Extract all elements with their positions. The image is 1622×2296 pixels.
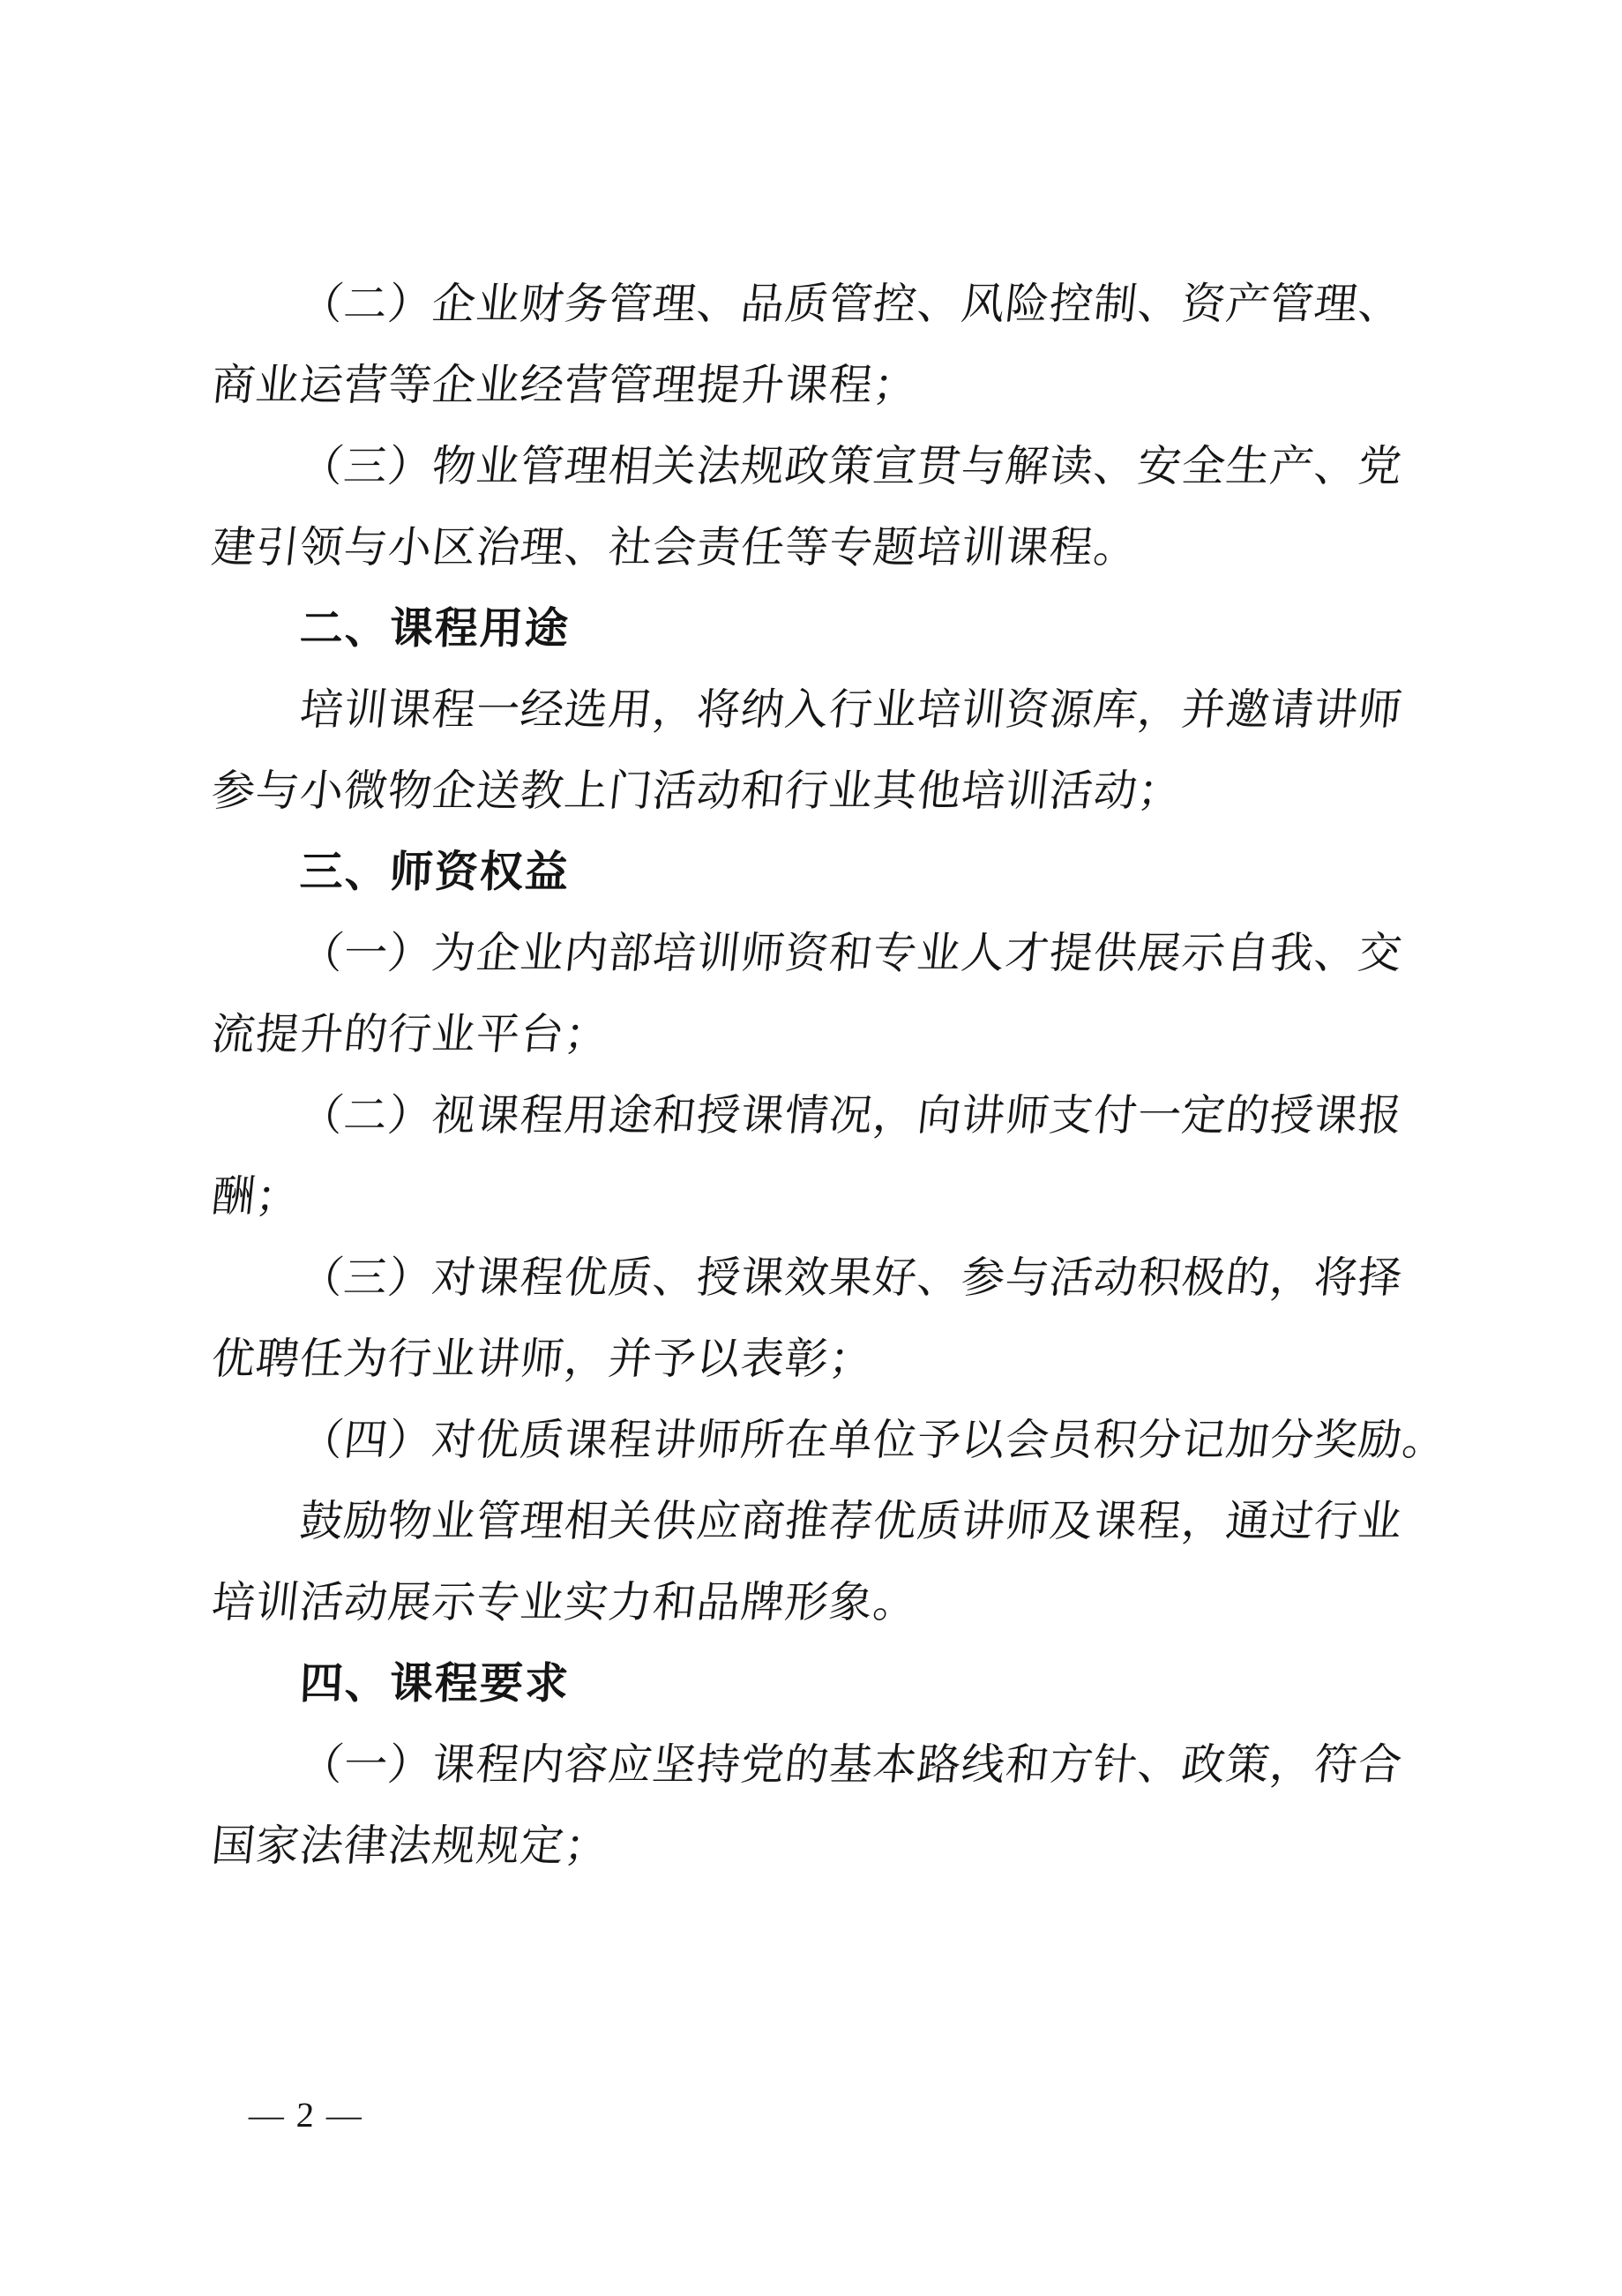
document-line: 鼓励物业管理相关供应商推荐优质讲师及课程，通过行业	[297, 1497, 1405, 1545]
document-line: （一）为企业内部培训师资和专业人才提供展示自我、交	[297, 929, 1405, 977]
document-line: 培训课程一经选用，将纳入行业培训资源库，并邀请讲师	[297, 685, 1405, 734]
document-line: 商业运营等企业经营管理提升课程；	[209, 361, 920, 409]
section-heading: 四、课程要求	[298, 1660, 572, 1708]
document-line: （二）企业财务管理、品质管控、风险控制、资产管理、	[297, 280, 1405, 328]
document-line: 建引领与小区治理、社会责任等专题培训课程。	[209, 523, 1140, 572]
document-line: 酬；	[209, 1172, 303, 1221]
page-number: — 2 —	[248, 2095, 364, 2135]
document-line: 流提升的行业平台；	[209, 1010, 611, 1058]
section-heading: 三、师资权益	[298, 849, 572, 896]
document-line: （四）对优质课程讲师所在单位予以会员积分记加分奖励。	[297, 1416, 1449, 1464]
document-line: （三）对课程优质、授课效果好、参与活动积极的，将择	[297, 1253, 1405, 1302]
document-line: （三）物业管理相关法规政策宣贯与解读、安全生产、党	[297, 442, 1405, 490]
document-line: 优聘任为行业讲师，并予以表彰；	[209, 1335, 876, 1383]
section-heading: 二、课程用途	[298, 605, 572, 653]
document-line: 参与小微物企送教上门活动和行业其他培训活动；	[209, 767, 1185, 815]
document-body	[209, 264, 1464, 1887]
document-line: 国家法律法规规定；	[209, 1821, 611, 1870]
document-line: （二）视课程用途和授课情况，向讲师支付一定的授课报	[297, 1091, 1405, 1140]
document-line: 培训活动展示专业实力和品牌形象。	[209, 1578, 920, 1627]
document-line: （一）课程内容应坚持党的基本路线和方针、政策，符合	[297, 1740, 1405, 1789]
